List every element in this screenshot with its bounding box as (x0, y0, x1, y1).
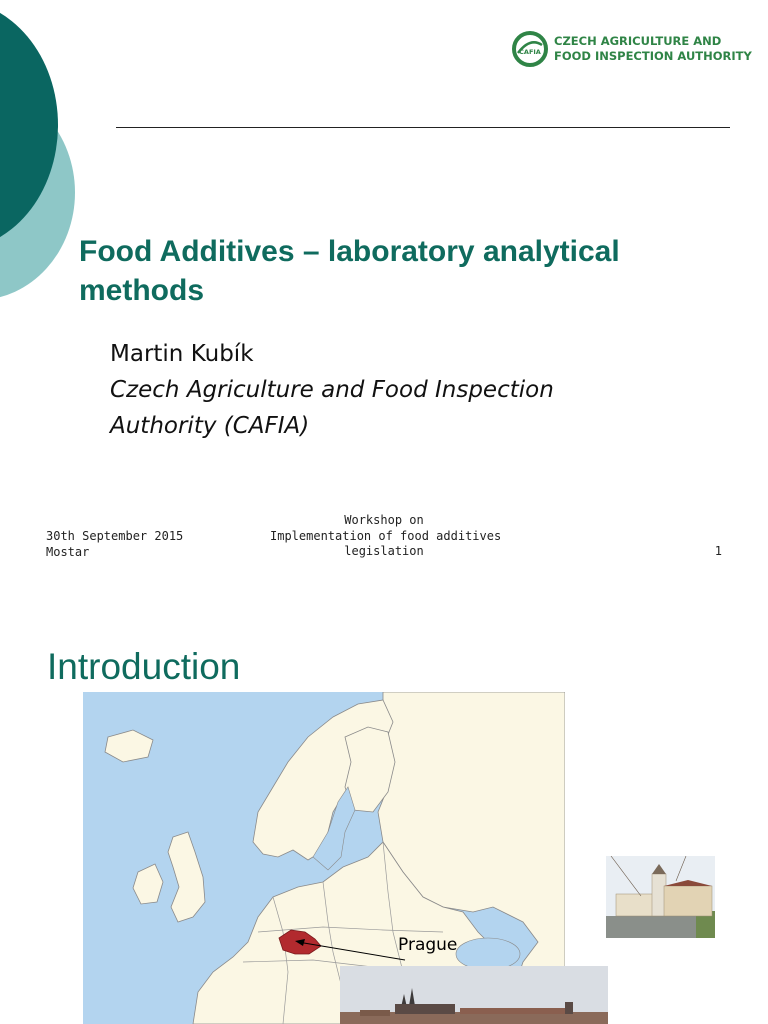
slide-title-line-2: methods (79, 274, 205, 307)
logo-text-line-1: CZECH AGRICULTURE AND (554, 34, 722, 48)
footer-event-line-1: Workshop on (344, 513, 424, 527)
footer-date: 30th September 2015 (46, 529, 184, 543)
logo-text (554, 34, 752, 64)
introduction-title: Introduction (47, 646, 241, 687)
footer-page-number: 1 (714, 544, 722, 558)
cafia-logo-icon (512, 31, 548, 67)
organization-line-2: Authority (CAFIA) (110, 413, 310, 439)
prague-label: Prague (398, 935, 458, 955)
header-divider (116, 127, 730, 128)
cafia-logo (512, 31, 752, 67)
cafia-logo-badge-text: CAFIA (519, 48, 541, 56)
footer-event-line-3: legislation (344, 544, 424, 558)
footer-event (270, 513, 502, 560)
author-organization (110, 372, 670, 444)
building-photo (606, 856, 715, 938)
slide-title-line-1: Food Additives – laboratory analytical (79, 235, 620, 268)
introduction-slide (0, 600, 768, 1024)
footer-event-line-2: Implementation of food additives (270, 528, 502, 543)
footer-date-place (46, 529, 183, 560)
slide-title (79, 232, 739, 310)
logo-text-line-2: FOOD INSPECTION AUTHORITY (554, 49, 752, 63)
prague-castle-photo (340, 966, 608, 1024)
author-name: Martin Kubík (110, 341, 254, 367)
organization-line-1: Czech Agriculture and Food Inspection (110, 377, 554, 403)
footer-place: Mostar (46, 544, 90, 559)
